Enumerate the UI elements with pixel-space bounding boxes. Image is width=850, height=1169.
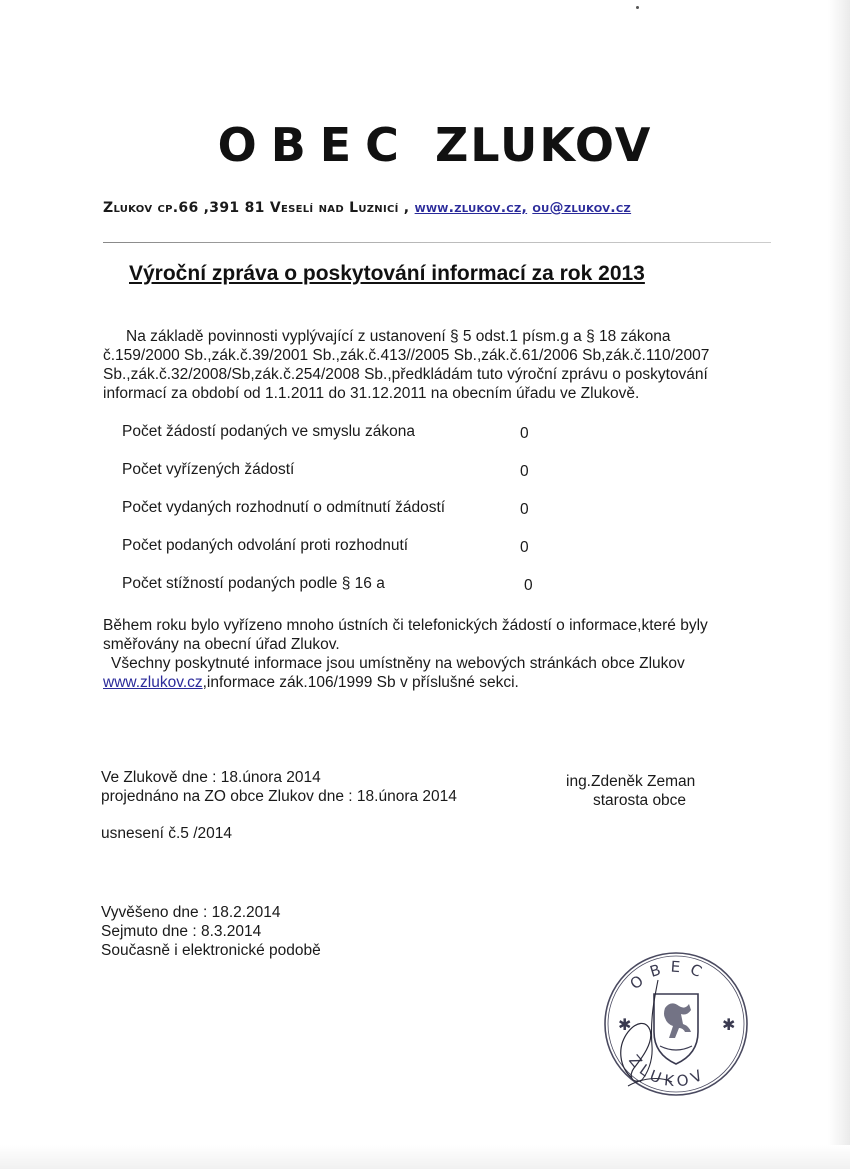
- website-link[interactable]: www.zlukov.cz,: [414, 200, 528, 216]
- stat-value: 0: [520, 463, 529, 480]
- title-word-obec: OBEC: [217, 118, 413, 172]
- stamp-star-icon: ✱: [722, 1015, 736, 1034]
- removed-date: Sejmuto dne : 8.3.2014: [101, 923, 262, 940]
- info-line-rest: ,informace zák.106/1999 Sb v příslušné sekci.: [202, 674, 519, 691]
- stat-row: [122, 461, 562, 499]
- info-line: Všechny poskytnuté informace jsou umístněny na webových stránkách obce Zlukov: [111, 655, 685, 672]
- coat-of-arms-icon: [654, 994, 698, 1064]
- signatory-role: starosta obce: [593, 792, 687, 809]
- approval-line: projednáno na ZO obce Zlukov dne : 18.února 2014: [101, 788, 457, 805]
- electronic-note: Současně i elektronické podobě: [101, 942, 321, 959]
- stat-label: Počet stížností podaných podle § 16 a: [122, 575, 385, 592]
- posting-info: [101, 903, 321, 960]
- scan-speck: [636, 6, 639, 9]
- info-line: [103, 673, 783, 692]
- stat-label: Počet podaných odvolání proti rozhodnutí: [122, 537, 409, 554]
- stamp-bottom-text: ZLUKOV: [625, 1051, 710, 1091]
- email-link[interactable]: ou@zlukov.cz: [532, 200, 632, 216]
- municipal-stamp: [602, 950, 750, 1098]
- stamp-star-icon: ✱: [618, 1015, 632, 1034]
- statistics-list: [122, 423, 562, 613]
- stamp-top-text: OBEC: [626, 957, 713, 994]
- header-divider: [103, 242, 771, 243]
- stat-value: 0: [520, 425, 529, 442]
- scan-edge: [828, 0, 850, 1169]
- place-date-line: Ve Zlukově dne : 18.února 2014: [101, 769, 321, 786]
- info-line: Během roku bylo vyřízeno mnoho ústních či telefonických žádostí o informace,které byly: [103, 617, 708, 634]
- posted-date: Vyvěšeno dne : 18.2.2014: [101, 904, 281, 921]
- title-word-zlukov: ZLUKOV: [434, 118, 653, 172]
- signatory-name: ing.Zdeněk Zeman: [566, 773, 696, 790]
- stat-row: [122, 499, 562, 537]
- website-link-inline[interactable]: www.zlukov.cz: [103, 674, 203, 691]
- scan-edge: [0, 1145, 850, 1169]
- stat-row: [122, 575, 562, 613]
- stat-label: Počet vydaných rozhodnutí o odmítnutí žádostí: [122, 499, 446, 516]
- report-heading: Výroční zpráva o poskytování informací za rok 2013: [129, 262, 645, 285]
- intro-line: informací za období od 1.1.2011 do 31.12.2011 na obecním úřadu ve Zlukově.: [103, 385, 640, 402]
- stat-row: [122, 423, 562, 461]
- stat-value: 0: [524, 577, 533, 594]
- intro-line: č.159/2000 Sb.,zák.č.39/2001 Sb.,zák.č.413//2005 Sb.,zák.č.61/2006 Sb,zák.č.110/2007: [103, 347, 710, 364]
- stat-row: [122, 537, 562, 575]
- municipality-address: [103, 200, 631, 216]
- address-text: Zlukov cp.66 ,391 81 Veselí nad Luznicí ,: [103, 200, 410, 216]
- intro-paragraph: [103, 327, 763, 403]
- intro-line: Na základě povinnosti vyplývající z ustanovení § 5 odst.1 písm.g a § 18 zákona: [126, 328, 671, 345]
- stat-value: 0: [520, 501, 529, 518]
- municipality-title: [0, 118, 850, 172]
- stat-label: Počet žádostí podaných ve smyslu zákona: [122, 423, 415, 440]
- intro-line: Sb.,zák.č.32/2008/Sb,zák.č.254/2008 Sb.,předkládám tuto výroční zprávu o poskytování: [103, 366, 708, 383]
- stat-value: 0: [520, 539, 529, 556]
- resolution-number: usnesení č.5 /2014: [101, 825, 232, 842]
- info-line: směřovány na obecní úřad Zlukov.: [103, 636, 340, 653]
- place-and-date: [101, 768, 457, 806]
- signature-block: [566, 772, 695, 810]
- info-paragraph: [103, 616, 783, 692]
- stat-label: Počet vyřízených žádostí: [122, 461, 295, 478]
